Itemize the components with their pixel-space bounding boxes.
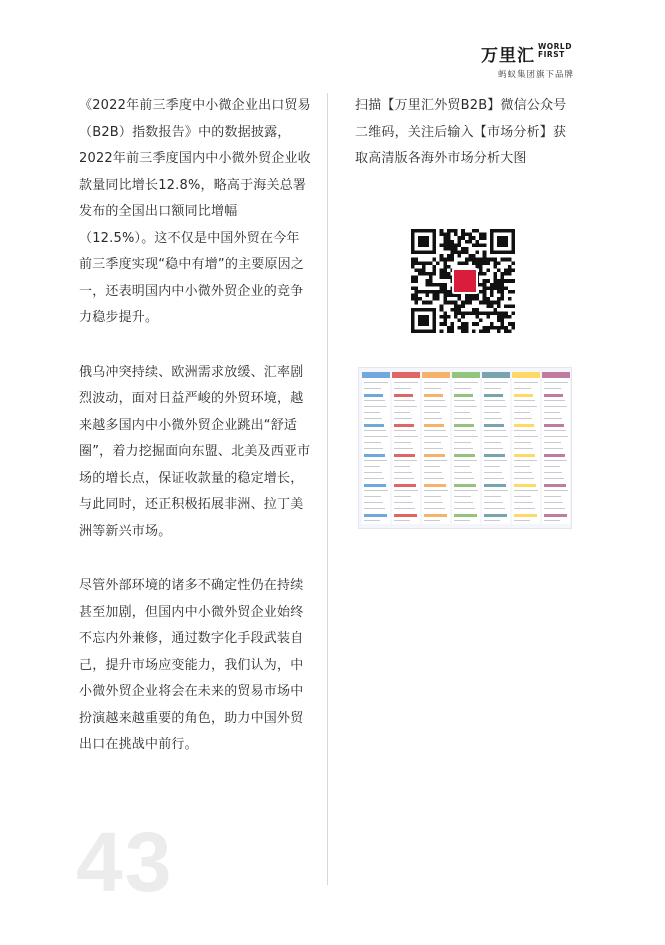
logo-chinese: 万里汇 xyxy=(481,46,535,66)
left-column xyxy=(79,93,311,787)
map-text-line xyxy=(424,472,442,473)
map-text-line xyxy=(364,478,384,479)
map-text-line xyxy=(454,502,473,503)
map-column-header xyxy=(452,372,480,378)
map-text-line xyxy=(544,400,565,401)
map-text-line xyxy=(454,448,473,449)
map-text-line xyxy=(514,496,531,497)
map-text-line xyxy=(364,466,380,467)
map-text-line xyxy=(514,412,530,413)
map-text-line xyxy=(484,484,506,487)
map-text-line xyxy=(484,436,508,437)
map-text-line xyxy=(454,382,478,383)
map-text-line xyxy=(484,412,500,413)
map-text-line xyxy=(394,484,416,487)
map-text-line xyxy=(364,472,382,473)
map-text-line xyxy=(514,466,530,467)
map-text-line xyxy=(514,400,535,401)
map-text-line xyxy=(454,508,475,509)
map-text-line xyxy=(484,478,504,479)
map-text-line xyxy=(364,490,388,491)
map-text-line xyxy=(454,406,477,407)
logo-english xyxy=(538,43,574,59)
map-text-line xyxy=(364,430,386,431)
map-text-line xyxy=(544,382,568,383)
map-text-line xyxy=(364,442,381,443)
map-text-line xyxy=(544,388,561,389)
map-text-line xyxy=(514,520,530,521)
map-text-line xyxy=(364,394,383,397)
map-column xyxy=(512,372,540,524)
map-text-line xyxy=(454,472,472,473)
paragraph-1: 《2022年前三季度中小微企业出口贸易（B2B）指数报告》中的数据披露，2022年前三季度国内中小微外贸企业收款量同比增长12.8%，略高于海关总署发布的全国出口额同比增幅（12.5%）。这不仅是中国外贸在今年前三季度实现“稳中有增”的主要原因之一，还表明国内中小微外贸企业的竞争力稳步提升。 xyxy=(79,98,311,325)
map-text-line xyxy=(394,520,410,521)
map-text-line xyxy=(364,502,383,503)
map-text-line xyxy=(394,442,411,443)
map-text-line xyxy=(364,484,386,487)
map-text-line xyxy=(454,412,470,413)
map-text-line xyxy=(364,496,381,497)
map-text-line xyxy=(484,490,508,491)
map-column xyxy=(542,372,570,524)
map-text-line xyxy=(424,418,442,419)
map-text-line xyxy=(424,400,445,401)
map-text-line xyxy=(394,382,418,383)
map-text-line xyxy=(514,406,537,407)
map-text-line xyxy=(364,436,388,437)
map-text-line xyxy=(394,430,416,431)
map-text-line xyxy=(424,406,447,407)
map-text-line xyxy=(484,472,502,473)
map-text-line xyxy=(514,394,533,397)
map-text-line xyxy=(514,460,537,461)
map-text-line xyxy=(454,496,471,497)
map-text-line xyxy=(364,460,387,461)
map-text-line xyxy=(484,382,508,383)
map-text-line xyxy=(544,448,563,449)
map-text-line xyxy=(394,490,418,491)
map-text-line xyxy=(424,520,440,521)
map-text-line xyxy=(514,502,533,503)
map-text-line xyxy=(514,442,531,443)
map-text-line xyxy=(484,388,501,389)
map-text-line xyxy=(454,436,478,437)
map-text-line xyxy=(544,442,561,443)
map-text-line xyxy=(424,424,444,427)
map-text-line xyxy=(484,454,505,457)
map-text-line xyxy=(424,508,445,509)
map-text-line xyxy=(454,514,477,517)
map-column-header xyxy=(512,372,540,378)
map-text-line xyxy=(364,520,380,521)
map-text-line xyxy=(394,514,417,517)
map-text-line xyxy=(544,418,562,419)
map-text-line xyxy=(454,490,478,491)
map-text-line xyxy=(364,448,383,449)
map-text-line xyxy=(454,424,474,427)
map-text-line xyxy=(484,406,507,407)
map-text-line xyxy=(394,394,413,397)
map-text-line xyxy=(544,472,562,473)
map-text-line xyxy=(364,406,387,407)
map-text-line xyxy=(454,520,470,521)
map-text-line xyxy=(484,496,501,497)
map-text-line xyxy=(514,382,538,383)
map-text-line xyxy=(484,460,507,461)
map-text-line xyxy=(454,460,477,461)
map-text-line xyxy=(424,430,446,431)
map-text-line xyxy=(394,472,412,473)
map-text-line xyxy=(514,448,533,449)
map-text-line xyxy=(484,514,507,517)
map-text-line xyxy=(424,490,448,491)
map-text-line xyxy=(514,424,534,427)
map-column-header xyxy=(482,372,510,378)
map-text-line xyxy=(394,460,417,461)
map-text-line xyxy=(514,484,536,487)
map-text-line xyxy=(544,460,567,461)
market-analysis-map-thumbnail[interactable] xyxy=(358,367,572,529)
map-text-line xyxy=(544,514,567,517)
map-text-line xyxy=(394,448,413,449)
map-text-line xyxy=(454,418,472,419)
map-text-line xyxy=(544,412,560,413)
qr-center-logo xyxy=(452,268,478,294)
map-text-line xyxy=(454,394,473,397)
map-text-line xyxy=(394,412,410,413)
map-text-line xyxy=(424,466,440,467)
map-text-line xyxy=(544,424,564,427)
map-text-line xyxy=(484,430,506,431)
map-column-header xyxy=(542,372,570,378)
map-text-line xyxy=(544,436,568,437)
map-text-line xyxy=(394,502,413,503)
map-text-line xyxy=(514,430,536,431)
page-number: 43 xyxy=(76,815,174,909)
map-text-line xyxy=(454,442,471,443)
map-text-line xyxy=(424,436,448,437)
map-text-line xyxy=(424,412,440,413)
map-text-line xyxy=(364,388,381,389)
map-text-line xyxy=(364,418,382,419)
map-text-line xyxy=(394,478,414,479)
map-text-line xyxy=(544,466,560,467)
map-column xyxy=(362,372,390,524)
map-text-line xyxy=(484,448,503,449)
map-text-line xyxy=(484,424,504,427)
map-text-line xyxy=(454,478,474,479)
map-text-line xyxy=(424,496,441,497)
logo-english-line1: WORLD xyxy=(538,42,572,51)
map-text-line xyxy=(424,382,448,383)
map-text-line xyxy=(394,436,418,437)
map-text-line xyxy=(394,496,411,497)
map-text-line xyxy=(544,490,568,491)
map-text-line xyxy=(484,502,503,503)
map-text-line xyxy=(424,448,443,449)
map-text-line xyxy=(424,442,441,443)
map-text-line xyxy=(484,466,500,467)
map-text-line xyxy=(364,514,387,517)
map-text-line xyxy=(484,418,502,419)
column-divider xyxy=(327,93,328,885)
map-column xyxy=(422,372,450,524)
map-text-line xyxy=(544,508,565,509)
map-text-line xyxy=(364,382,388,383)
map-text-line xyxy=(544,430,566,431)
map-text-line xyxy=(484,400,505,401)
map-text-line xyxy=(514,418,532,419)
map-text-line xyxy=(514,436,538,437)
map-text-line xyxy=(424,454,445,457)
map-text-line xyxy=(424,484,446,487)
map-text-line xyxy=(394,424,414,427)
map-text-line xyxy=(394,400,415,401)
map-text-line xyxy=(454,454,475,457)
map-text-line xyxy=(394,466,410,467)
map-column xyxy=(482,372,510,524)
map-text-line xyxy=(544,454,565,457)
map-text-line xyxy=(364,424,384,427)
map-text-line xyxy=(454,466,470,467)
scan-instruction: 扫描【万里汇外贸B2B】微信公众号二维码，关注后输入【市场分析】获取高清版各海外市场分析大图 xyxy=(355,98,567,166)
map-text-line xyxy=(424,394,443,397)
map-text-line xyxy=(544,520,560,521)
map-text-line xyxy=(514,508,535,509)
map-text-line xyxy=(514,478,534,479)
map-column-header xyxy=(422,372,450,378)
paragraph-2: 俄乌冲突持续、欧洲需求放缓、汇率剧烈波动，面对日益严峻的外贸环境，越来越多国内中小微外贸企业跳出“舒适圈”，着力挖掘面向东盟、北美及西亚市场的增长点，保证收款量的稳定增长，与此同时，还正积极拓展非洲、拉丁美洲等新兴市场。 xyxy=(79,364,311,539)
right-column xyxy=(355,93,573,173)
map-text-line xyxy=(394,418,412,419)
map-text-line xyxy=(394,406,417,407)
map-text-line xyxy=(484,442,501,443)
map-text-line xyxy=(484,394,503,397)
map-text-line xyxy=(544,496,561,497)
map-text-line xyxy=(544,502,563,503)
map-text-line xyxy=(394,388,411,389)
map-text-line xyxy=(544,478,564,479)
map-text-line xyxy=(364,412,380,413)
map-text-line xyxy=(514,514,537,517)
map-text-line xyxy=(364,454,385,457)
map-text-line xyxy=(364,400,385,401)
map-text-line xyxy=(454,430,476,431)
map-text-line xyxy=(424,502,443,503)
map-text-line xyxy=(424,514,447,517)
map-text-line xyxy=(514,388,531,389)
map-text-line xyxy=(484,520,500,521)
map-text-line xyxy=(394,454,415,457)
map-text-line xyxy=(454,400,475,401)
map-text-line xyxy=(424,478,444,479)
map-text-line xyxy=(424,460,447,461)
map-text-line xyxy=(364,508,385,509)
map-text-line xyxy=(424,388,441,389)
map-text-line xyxy=(544,406,567,407)
map-text-line xyxy=(394,508,415,509)
map-text-line xyxy=(514,490,538,491)
map-column-header xyxy=(392,372,420,378)
map-text-line xyxy=(454,388,471,389)
logo-tagline: 蚂蚁集团旗下品牌 xyxy=(497,70,574,80)
map-text-line xyxy=(454,484,476,487)
map-column xyxy=(392,372,420,524)
map-text-line xyxy=(514,454,535,457)
paragraph-3: 尽管外部环境的诸多不确定性仍在持续甚至加剧，但国内中小微外贸企业始终不忘内外兼修，通过数字化手段武装自己，提升市场应变能力，我们认为，中小微外贸企业将会在未来的贸易市场中扮演越来越重要的角色，助力中国外贸出口在挑战中前行。 xyxy=(79,578,304,752)
map-text-line xyxy=(544,484,566,487)
map-column-header xyxy=(362,372,390,378)
logo-english-line2: FIRST xyxy=(538,50,565,59)
map-text-line xyxy=(484,508,505,509)
map-text-line xyxy=(544,394,563,397)
map-column xyxy=(452,372,480,524)
map-text-line xyxy=(514,472,532,473)
